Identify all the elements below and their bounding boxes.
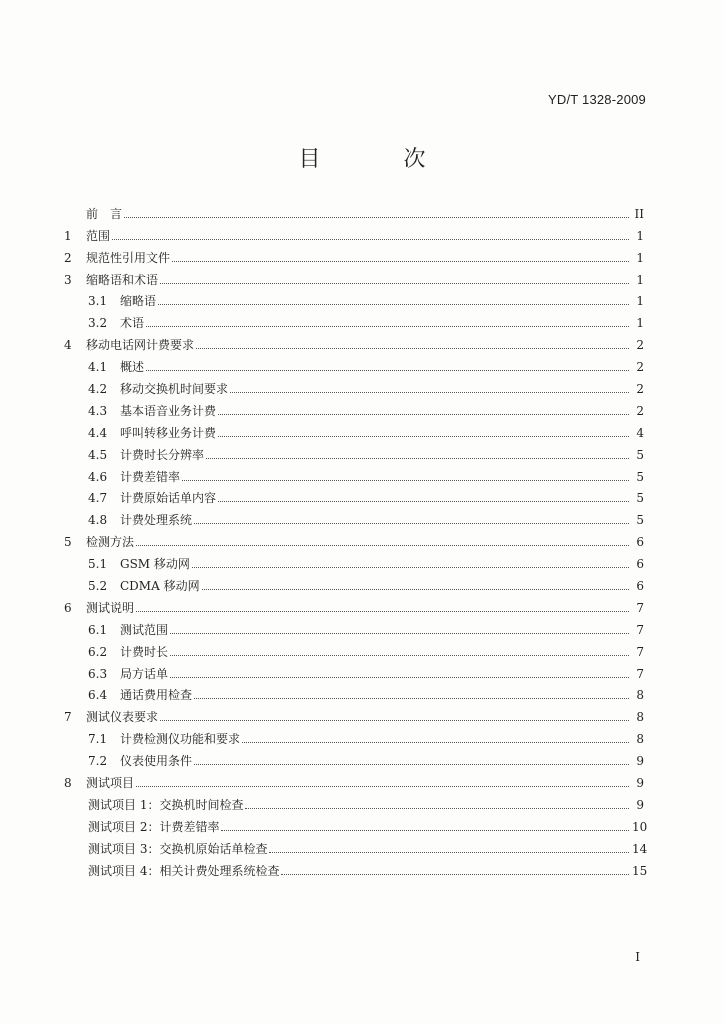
dot-leader: [218, 413, 629, 415]
toc-entry-number: 4.8: [88, 513, 108, 528]
dot-leader: [146, 369, 629, 371]
toc-entry-number: 8: [64, 776, 72, 791]
toc-entry-page: II: [634, 206, 644, 221]
toc-entry[interactable]: [64, 265, 644, 287]
toc-entry-number: 6.4: [88, 688, 108, 703]
toc-entry-label: 仪表使用条件: [120, 754, 193, 769]
toc-entry-number: 1: [64, 228, 72, 243]
toc-entry-label: CDMA 移动网: [120, 579, 200, 594]
toc-entry-label: 移动电话网计费要求: [86, 338, 195, 353]
toc-entry-number: 4.7: [88, 491, 108, 506]
dot-leader: [194, 763, 629, 765]
toc-entry-label: 计费原始话单内容: [120, 491, 217, 506]
toc-entry[interactable]: [64, 659, 644, 681]
toc-entry-number: 7.2: [88, 754, 108, 769]
toc-entry[interactable]: [64, 856, 648, 878]
dot-leader: [206, 457, 629, 459]
toc-entry-number: 4.3: [88, 403, 108, 418]
toc-entry[interactable]: [64, 396, 644, 418]
dot-leader: [112, 238, 629, 240]
toc-entry-number: 4.5: [88, 447, 108, 462]
toc-entry-label: 计费检测仪功能和要求: [120, 732, 241, 747]
toc-entry-label: 计费时长分辨率: [120, 447, 205, 462]
toc-entry-page: 8: [636, 732, 644, 747]
toc-entry-label: 呼叫转移业务计费: [120, 425, 217, 440]
toc-entry-page: 15: [632, 863, 648, 878]
toc-entry-number: 5.2: [88, 579, 108, 594]
toc-entry[interactable]: [64, 571, 644, 593]
page-number: I: [635, 950, 640, 964]
toc-entry-label: 测试范围: [120, 622, 169, 637]
toc-entry-page: 1: [636, 316, 644, 331]
toc-entry-number: 3.2: [88, 316, 108, 331]
toc-title: 目 次: [298, 147, 464, 172]
toc-entry-label: 测试说明: [86, 600, 135, 615]
toc-entry-page: 9: [636, 776, 644, 791]
toc-entry-label: 移动交换机时间要求: [120, 382, 229, 397]
toc-entry[interactable]: [64, 615, 644, 637]
toc-entry-page: 2: [636, 360, 644, 375]
toc-entry-number: 6.3: [88, 666, 108, 681]
toc-entry-page: 8: [636, 688, 644, 703]
toc-entry-label: 测试项目: [86, 776, 135, 791]
toc-entry[interactable]: [64, 812, 648, 834]
table-of-contents: [64, 199, 648, 878]
dot-leader: [202, 588, 629, 590]
toc-entry-number: 6: [64, 600, 72, 615]
dot-leader: [160, 282, 629, 284]
toc-entry[interactable]: [64, 243, 644, 265]
toc-entry-number: 4: [64, 338, 72, 353]
dot-leader: [160, 719, 629, 721]
dot-leader: [281, 873, 629, 875]
dot-leader: [136, 785, 629, 787]
dot-leader: [194, 697, 629, 699]
dot-leader: [182, 479, 629, 481]
toc-entry-label: 计费时长: [120, 644, 169, 659]
dot-leader: [196, 347, 629, 349]
toc-entry-number: 4.1: [88, 360, 108, 375]
toc-entry-label: 范围: [86, 228, 111, 243]
dot-leader: [221, 829, 629, 831]
dot-leader: [192, 566, 629, 568]
toc-entry[interactable]: [64, 790, 644, 812]
toc-entry-number: 5.1: [88, 557, 108, 572]
toc-entry[interactable]: [64, 681, 644, 703]
dot-leader: [146, 325, 629, 327]
toc-entry-page: 1: [636, 272, 644, 287]
toc-entry[interactable]: [64, 768, 644, 790]
dot-leader: [136, 610, 629, 612]
toc-entry[interactable]: [64, 746, 644, 768]
toc-entry[interactable]: [64, 484, 644, 506]
toc-entry[interactable]: [64, 834, 648, 856]
toc-entry[interactable]: [64, 352, 644, 374]
toc-entry-page: 2: [636, 403, 644, 418]
toc-entry[interactable]: [64, 724, 644, 746]
toc-entry[interactable]: [64, 199, 644, 221]
toc-entry-page: 9: [636, 797, 644, 812]
toc-entry-label: GSM 移动网: [120, 557, 190, 572]
toc-entry-label: 通话费用检查: [120, 688, 193, 703]
toc-entry-label: 测试项目 1：交换机时间检查: [88, 797, 244, 812]
toc-entry[interactable]: [64, 330, 644, 352]
toc-entry-page: 5: [636, 513, 644, 528]
dot-leader: [170, 654, 629, 656]
toc-entry-page: 6: [636, 535, 644, 550]
toc-entry-page: 2: [636, 382, 644, 397]
toc-entry-page: 6: [636, 557, 644, 572]
dot-leader: [218, 500, 629, 502]
standard-code: YD/T 1328-2009: [548, 92, 646, 107]
toc-entry[interactable]: [64, 221, 644, 243]
toc-entry-label: 缩略语和术语: [86, 272, 159, 287]
dot-leader: [245, 807, 629, 809]
dot-leader: [172, 260, 629, 262]
toc-entry-label: 缩略语: [120, 294, 157, 309]
toc-entry-page: 7: [636, 622, 644, 637]
toc-entry-page: 7: [636, 666, 644, 681]
dot-leader: [136, 544, 629, 546]
toc-entry-page: 5: [636, 447, 644, 462]
toc-entry-page: 1: [636, 294, 644, 309]
toc-entry-number: 2: [64, 250, 72, 265]
toc-entry-number: 4.4: [88, 425, 108, 440]
toc-entry-label: 测试项目 2：计费差错率: [88, 819, 220, 834]
toc-entry[interactable]: [64, 308, 644, 330]
toc-entry-label: 术语: [120, 316, 145, 331]
toc-entry-number: 6.2: [88, 644, 108, 659]
toc-entry[interactable]: [64, 374, 644, 396]
toc-entry-page: 4: [636, 425, 644, 440]
toc-entry-page: 6: [636, 579, 644, 594]
toc-entry-number: 6.1: [88, 622, 108, 637]
dot-leader: [218, 435, 629, 437]
toc-entry-page: 7: [636, 600, 644, 615]
toc-entry-page: 5: [636, 469, 644, 484]
toc-entry-label: 测试仪表要求: [86, 710, 159, 725]
toc-entry-page: 8: [636, 710, 644, 725]
toc-entry-page: 7: [636, 644, 644, 659]
toc-entry-page: 1: [636, 228, 644, 243]
toc-entry-page: 5: [636, 491, 644, 506]
toc-entry-label: 规范性引用文件: [86, 250, 171, 265]
toc-entry-number: 3: [64, 272, 72, 287]
toc-entry-label: 局方话单: [120, 666, 169, 681]
toc-entry[interactable]: [64, 527, 644, 549]
toc-entry-label: 计费处理系统: [120, 513, 193, 528]
toc-entry-page: 1: [636, 250, 644, 265]
dot-leader: [230, 391, 629, 393]
toc-entry-number: 4.6: [88, 469, 108, 484]
toc-entry-page: 14: [632, 841, 648, 856]
dot-leader: [158, 303, 629, 305]
dot-leader: [170, 676, 629, 678]
toc-entry-number: 7: [64, 710, 72, 725]
dot-leader: [124, 216, 629, 218]
toc-entry-label: 测试项目 3：交换机原始话单检查: [88, 841, 268, 856]
toc-entry-number: 3.1: [88, 294, 108, 309]
toc-entry[interactable]: [64, 418, 644, 440]
dot-leader: [170, 632, 629, 634]
toc-entry-number: 4.2: [88, 382, 108, 397]
dot-leader: [242, 741, 629, 743]
toc-entry[interactable]: [64, 505, 644, 527]
toc-entry[interactable]: [64, 440, 644, 462]
toc-entry-page: 2: [636, 338, 644, 353]
toc-entry-page: 9: [636, 754, 644, 769]
toc-entry-label: 概述: [120, 360, 145, 375]
toc-entry[interactable]: [64, 549, 644, 571]
dot-leader: [194, 522, 629, 524]
toc-entry-page: 10: [632, 819, 648, 834]
toc-entry-label: 基本语音业务计费: [120, 403, 217, 418]
toc-entry[interactable]: [64, 287, 644, 309]
toc-entry-label: 前 言: [86, 206, 123, 221]
dot-leader: [269, 851, 629, 853]
toc-entry[interactable]: [64, 702, 644, 724]
toc-entry[interactable]: [64, 637, 644, 659]
toc-entry[interactable]: [64, 593, 644, 615]
toc-entry-number: 5: [64, 535, 72, 550]
toc-entry-number: 7.1: [88, 732, 108, 747]
toc-entry-label: 计费差错率: [120, 469, 181, 484]
toc-entry-label: 测试项目 4：相关计费处理系统检查: [88, 863, 280, 878]
toc-entry-label: 检测方法: [86, 535, 135, 550]
toc-entry[interactable]: [64, 462, 644, 484]
